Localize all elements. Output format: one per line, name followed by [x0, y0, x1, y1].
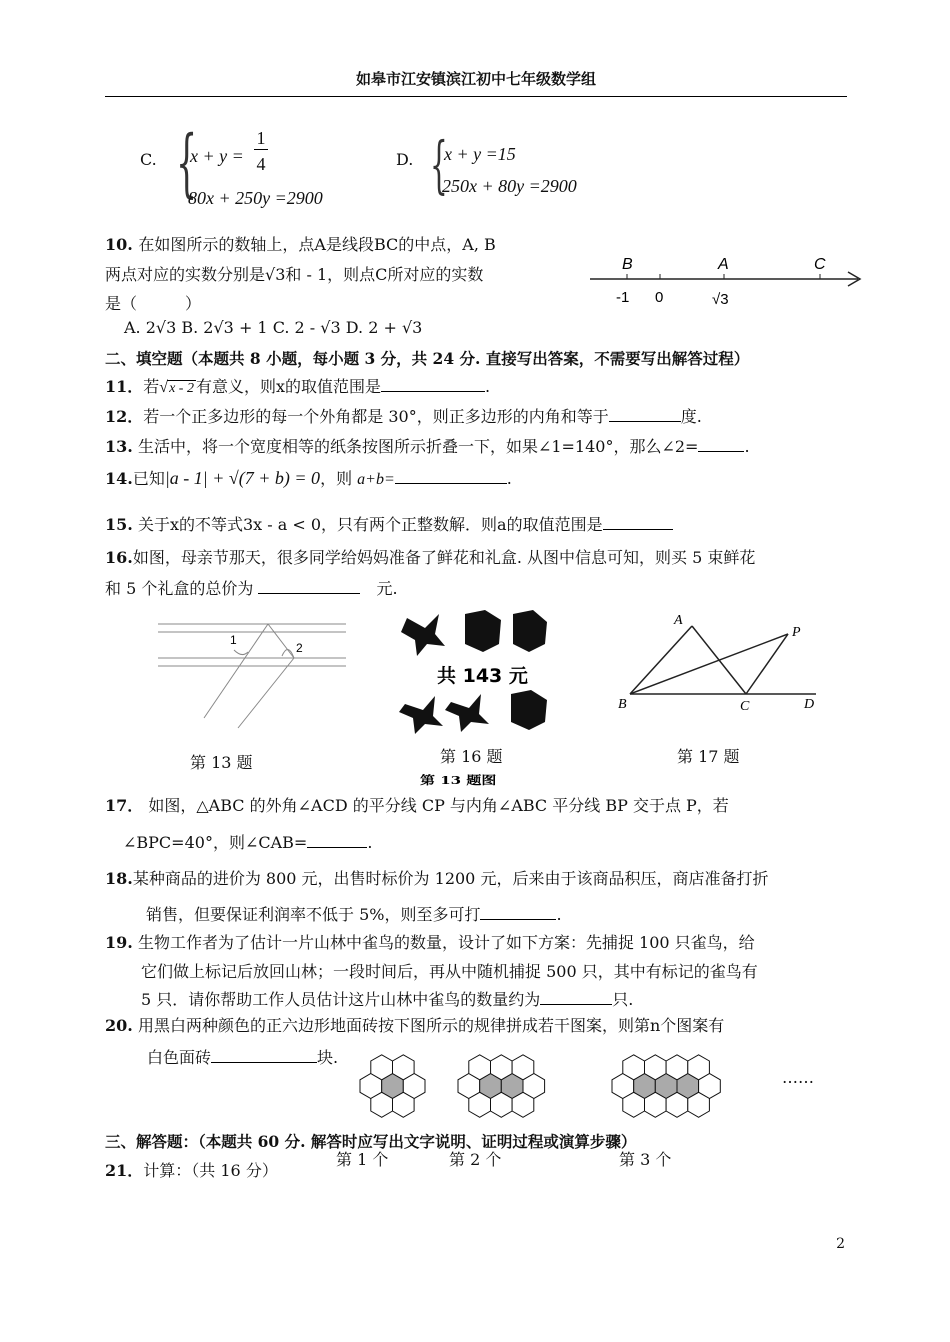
- page-header: 如皋市江安镇滨江初中七年级数学组: [355, 70, 596, 88]
- page-number: 2: [836, 1236, 845, 1252]
- q9-c-frac-den: 4: [256, 154, 266, 174]
- flower-icon: [399, 696, 443, 734]
- q19-line3: 5 只．请你帮助工作人员估计这片山林中雀鸟的数量约为 只.: [141, 990, 634, 1009]
- q18-line2: 销售，但要保证利润率不低于 5%，则至多可打 .: [146, 905, 562, 924]
- section2-heading: 二、填空题（本题共 8 小题，每小题 3 分，共 24 分. 直接写出答案，不需要写出解答过程）: [105, 349, 750, 368]
- nl-label-b: B: [622, 256, 633, 273]
- fig17-label-b: B: [618, 697, 627, 712]
- q19-line2: 它们做上标记后放回山林；一段时间后，再从中随机捕捉 500 只，其中有标记的雀鸟有: [141, 962, 758, 981]
- q9-c-eq1: x + y =: [190, 146, 244, 166]
- header-rule: [105, 96, 847, 97]
- q20-hexagon-patterns: [358, 1052, 828, 1122]
- q21: 21．计算：（共 16 分）: [105, 1161, 278, 1180]
- nl-tick-sqrt3: √3: [712, 291, 729, 308]
- nl-label-c: C: [814, 256, 826, 273]
- giftbox-icon: [513, 610, 547, 652]
- q9-c-frac-num: 1: [254, 128, 268, 150]
- q13: 13. 生活中，将一个宽度相等的纸条按图所示折叠一下，如果∠1=140°，那么∠2= .: [105, 437, 750, 456]
- fig13-angle1: 1: [230, 633, 237, 647]
- q20-ellipsis: ……: [782, 1068, 814, 1087]
- q16-line2: 和 5 个礼盒的总价为 元.: [105, 579, 398, 598]
- fig16-gifts-figure: [395, 604, 565, 734]
- fig17-label-c: C: [740, 699, 750, 714]
- nl-tick-minus1: -1: [616, 289, 630, 306]
- fig13-folded-strip: [152, 612, 352, 732]
- q9-option-d-label: D.: [396, 150, 414, 169]
- q18-line1: 18.某种商品的进价为 800 元，出售时标价为 1200 元，后来由于该商品积压，商店准备打折: [105, 869, 769, 888]
- q19-line1: 19. 生物工作者为了估计一片山林中雀鸟的数量，设计了如下方案：先捕捉 100 只雀鸟，给: [105, 933, 755, 952]
- q20-line1: 20. 用黑白两种颜色的正六边形地面砖按下图所示的规律拼成若干图案，则第n个图案有: [105, 1016, 725, 1035]
- nl-label-a: A: [718, 256, 729, 273]
- q9-d-brace: {: [430, 128, 448, 201]
- flower-icon: [401, 614, 445, 656]
- q11: 11．若√x - 2 有意义，则x的取值范围是 .: [105, 377, 491, 396]
- q9-d-eq2: 250x + 80y =2900: [442, 176, 577, 196]
- q17-line2: ∠BPC=40°，则∠CAB= .: [123, 833, 373, 852]
- q10-line2: 两点对应的实数分别是√3和 - 1，则点C所对应的实数: [105, 265, 484, 284]
- q12: 12．若一个正多边形的每一个外角都是 30°，则正多边形的内角和等于 度.: [105, 407, 702, 426]
- q9-d-eq1: x + y =15: [444, 144, 516, 164]
- q9-option-c-label: C.: [140, 150, 157, 169]
- fig16-total: 共 143 元: [437, 665, 528, 687]
- q16-line1: 16.如图，母亲节那天，很多同学给妈妈准备了鲜花和礼盒. 从图中信息可知，则买 5 束鲜花: [105, 548, 756, 567]
- q20-caption-2: 第 2 个: [449, 1150, 502, 1169]
- q14: 14.已知|a - 1| + √(7 + b) = 0，则 a+b= .: [105, 468, 512, 488]
- nl-tick-zero: 0: [655, 289, 664, 306]
- q20-line2: 白色面砖 块.: [147, 1048, 339, 1067]
- q10-options: A. 2√3 B. 2√3 + 1 C. 2 - √3 D. 2 + √3: [124, 318, 423, 337]
- fig17-caption: 第 17 题: [677, 747, 740, 766]
- q17-line1: 17． 如图，△ABC 的外角∠ACD 的平分线 CP 与内角∠ABC 平分线 BP 交于点 P，若: [105, 796, 729, 815]
- giftbox-icon: [511, 690, 547, 730]
- q20-caption-1: 第 1 个: [336, 1150, 389, 1169]
- q10-line1: 10. 在如图所示的数轴上，点A是线段BC的中点，A, B: [105, 235, 496, 254]
- fig16-caption: 第 16 题: [440, 747, 503, 766]
- q20-caption-3: 第 3 个: [619, 1150, 672, 1169]
- fig17-triangle-figure: [612, 608, 832, 714]
- flower-icon: [445, 694, 489, 732]
- q9-c-eq2: 80x + 250y =2900: [188, 188, 323, 208]
- q15: 15. 关于x的不等式3x - a < 0，只有两个正整数解．则a的取值范围是: [105, 512, 673, 535]
- giftbox-icon: [465, 610, 501, 652]
- fig13-stamp: 第 13 题图: [420, 773, 497, 787]
- fig17-label-a: A: [674, 613, 683, 628]
- number-line-figure: [580, 252, 870, 314]
- fig13-caption: 第 13 题: [190, 753, 253, 772]
- fig17-label-d: D: [804, 697, 815, 712]
- section3-heading: 三、解答题：（本题共 60 分. 解答时应写出文字说明、证明过程或演算步骤）: [105, 1132, 637, 1151]
- fig13-angle2: 2: [296, 641, 303, 655]
- q10-line3: 是（ ）: [105, 294, 202, 313]
- fig17-label-p: P: [792, 625, 801, 640]
- q9-c-brace: {: [176, 120, 198, 206]
